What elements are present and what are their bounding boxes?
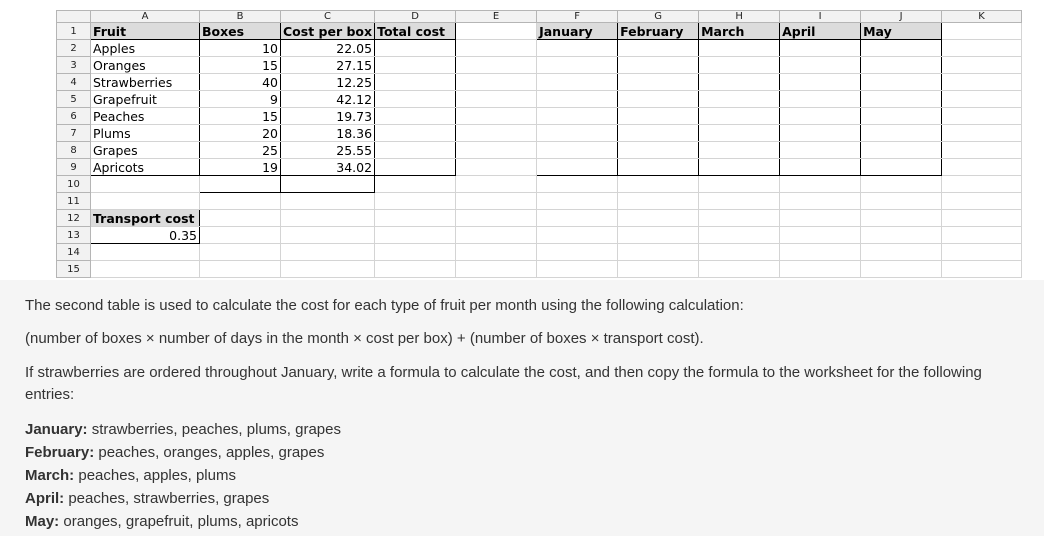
cell-c13[interactable] xyxy=(281,227,375,244)
cell-c15[interactable] xyxy=(281,261,375,278)
cell-e1[interactable] xyxy=(456,23,537,40)
cell-i11[interactable] xyxy=(780,193,861,210)
spreadsheet xyxy=(56,10,1022,278)
cell-i4[interactable] xyxy=(780,74,861,91)
cell-g12[interactable] xyxy=(618,210,699,227)
explanation-text: The second table is used to calculate the cost for each type of fruit per month using the following calculation: xyxy=(25,297,744,314)
cell-e12[interactable] xyxy=(456,210,537,227)
cell-c10[interactable] xyxy=(281,176,375,193)
monthly-entries-list xyxy=(25,418,341,533)
cell-e2[interactable] xyxy=(456,40,537,57)
cell-j8[interactable] xyxy=(861,142,942,159)
cell-b3[interactable]: 15 xyxy=(200,57,281,74)
cell-k6[interactable] xyxy=(942,108,1022,125)
cell-i8[interactable] xyxy=(780,142,861,159)
cell-k2[interactable] xyxy=(942,40,1022,57)
cell-g8[interactable] xyxy=(618,142,699,159)
entry-fruits: oranges, grapefruit, plums, apricots xyxy=(59,513,299,530)
cell-k12[interactable] xyxy=(942,210,1022,227)
cell-e15[interactable] xyxy=(456,261,537,278)
cell-k7[interactable] xyxy=(942,125,1022,142)
cell-i7[interactable] xyxy=(780,125,861,142)
cell-b8[interactable]: 25 xyxy=(200,142,281,159)
cell-k14[interactable] xyxy=(942,244,1022,261)
cell-a4[interactable]: Strawberries xyxy=(91,74,200,91)
row-header[interactable]: 1 xyxy=(57,23,91,40)
cell-j11[interactable] xyxy=(861,193,942,210)
cell-k13[interactable] xyxy=(942,227,1022,244)
column-header-k[interactable]: K xyxy=(942,11,1022,23)
cell-j6[interactable] xyxy=(861,108,942,125)
cell-e6[interactable] xyxy=(456,108,537,125)
cell-d7[interactable] xyxy=(375,125,456,142)
cell-k1[interactable] xyxy=(942,23,1022,40)
cell-c7[interactable]: 18.36 xyxy=(281,125,375,142)
cell-b14[interactable] xyxy=(200,244,281,261)
cell-a10[interactable] xyxy=(91,176,200,193)
cell-j9[interactable] xyxy=(861,159,942,176)
cell-g6[interactable] xyxy=(618,108,699,125)
sheet-row xyxy=(57,261,1022,278)
row-header[interactable]: 8 xyxy=(57,142,91,159)
cell-a13[interactable]: 0.35 xyxy=(91,227,200,244)
cell-k4[interactable] xyxy=(942,74,1022,91)
cell-g9[interactable] xyxy=(618,159,699,176)
row-header[interactable]: 9 xyxy=(57,159,91,176)
column-header-h[interactable]: H xyxy=(699,11,780,23)
sheet-row xyxy=(57,193,1022,210)
cell-e13[interactable] xyxy=(456,227,537,244)
cell-c1[interactable]: Cost per box xyxy=(281,23,375,40)
cell-b1[interactable]: Boxes xyxy=(200,23,281,40)
cell-j10[interactable] xyxy=(861,176,942,193)
cell-a11[interactable] xyxy=(91,193,200,210)
column-header-f[interactable]: F xyxy=(537,11,618,23)
cell-h12[interactable] xyxy=(699,210,780,227)
cell-d13[interactable] xyxy=(375,227,456,244)
cell-j5[interactable] xyxy=(861,91,942,108)
column-header-c[interactable]: C xyxy=(281,11,375,23)
cell-c14[interactable] xyxy=(281,244,375,261)
cell-j1[interactable]: May xyxy=(861,23,942,40)
cell-f2[interactable] xyxy=(537,40,618,57)
cell-a5[interactable]: Grapefruit xyxy=(91,91,200,108)
cell-d2[interactable] xyxy=(375,40,456,57)
cell-d6[interactable] xyxy=(375,108,456,125)
select-all-corner[interactable] xyxy=(57,11,91,23)
entry-fruits: peaches, strawberries, grapes xyxy=(64,490,270,507)
entry-fruits: peaches, oranges, apples, grapes xyxy=(94,444,325,461)
cell-i9[interactable] xyxy=(780,159,861,176)
cell-b15[interactable] xyxy=(200,261,281,278)
sheet-row xyxy=(57,74,1022,91)
cell-c5[interactable]: 42.12 xyxy=(281,91,375,108)
entry-month: April: xyxy=(25,490,65,507)
cell-c8[interactable]: 25.55 xyxy=(281,142,375,159)
cell-a2[interactable]: Apples xyxy=(91,40,200,57)
cell-f5[interactable] xyxy=(537,91,618,108)
cell-a8[interactable]: Grapes xyxy=(91,142,200,159)
cell-d10[interactable] xyxy=(375,176,456,193)
cell-f10[interactable] xyxy=(537,176,618,193)
cell-b13[interactable] xyxy=(200,227,281,244)
cell-j15[interactable] xyxy=(861,261,942,278)
cell-g5[interactable] xyxy=(618,91,699,108)
cell-c4[interactable]: 12.25 xyxy=(281,74,375,91)
cell-a9[interactable]: Apricots xyxy=(91,159,200,176)
cell-i14[interactable] xyxy=(780,244,861,261)
cell-b2[interactable]: 10 xyxy=(200,40,281,57)
row-header[interactable]: 3 xyxy=(57,57,91,74)
sheet-row xyxy=(57,244,1022,261)
sheet-row xyxy=(57,227,1022,244)
cell-f4[interactable] xyxy=(537,74,618,91)
cell-c11[interactable] xyxy=(281,193,375,210)
row-header[interactable]: 5 xyxy=(57,91,91,108)
cell-h4[interactable] xyxy=(699,74,780,91)
cell-a3[interactable]: Oranges xyxy=(91,57,200,74)
row-header[interactable]: 15 xyxy=(57,261,91,278)
sheet-row xyxy=(57,176,1022,193)
cell-k15[interactable] xyxy=(942,261,1022,278)
cell-d4[interactable] xyxy=(375,74,456,91)
cell-i13[interactable] xyxy=(780,227,861,244)
cell-h14[interactable] xyxy=(699,244,780,261)
column-header-j[interactable]: J xyxy=(861,11,942,23)
cell-h15[interactable] xyxy=(699,261,780,278)
cell-h9[interactable] xyxy=(699,159,780,176)
cell-j12[interactable] xyxy=(861,210,942,227)
cell-b12[interactable] xyxy=(200,210,281,227)
sheet-row xyxy=(57,91,1022,108)
entry-month: February: xyxy=(25,444,95,461)
cell-f11[interactable] xyxy=(537,193,618,210)
cell-g1[interactable]: February xyxy=(618,23,699,40)
cell-f9[interactable] xyxy=(537,159,618,176)
column-header-e[interactable]: E xyxy=(456,11,537,23)
cell-g13[interactable] xyxy=(618,227,699,244)
cell-e7[interactable] xyxy=(456,125,537,142)
column-header-d[interactable]: D xyxy=(375,11,456,23)
cell-h6[interactable] xyxy=(699,108,780,125)
cell-e11[interactable] xyxy=(456,193,537,210)
cell-d12[interactable] xyxy=(375,210,456,227)
cell-i1[interactable]: April xyxy=(780,23,861,40)
formula-description: (number of boxes × number of days in the month × cost per box) + (number of boxes × transport cost). xyxy=(25,330,704,347)
row-header[interactable]: 13 xyxy=(57,227,91,244)
cell-g14[interactable] xyxy=(618,244,699,261)
cell-h8[interactable] xyxy=(699,142,780,159)
cell-k5[interactable] xyxy=(942,91,1022,108)
column-header-i[interactable]: I xyxy=(780,11,861,23)
cell-e4[interactable] xyxy=(456,74,537,91)
cell-h7[interactable] xyxy=(699,125,780,142)
cell-f6[interactable] xyxy=(537,108,618,125)
cell-j3[interactable] xyxy=(861,57,942,74)
cell-k11[interactable] xyxy=(942,193,1022,210)
cell-d11[interactable] xyxy=(375,193,456,210)
sheet-row xyxy=(57,40,1022,57)
sheet-row xyxy=(57,210,1022,227)
row-header[interactable]: 2 xyxy=(57,40,91,57)
cell-b11[interactable] xyxy=(200,193,281,210)
entry-april xyxy=(25,487,341,510)
cell-i3[interactable] xyxy=(780,57,861,74)
cell-e9[interactable] xyxy=(456,159,537,176)
cell-a14[interactable] xyxy=(91,244,200,261)
cell-g15[interactable] xyxy=(618,261,699,278)
cell-i10[interactable] xyxy=(780,176,861,193)
cell-b6[interactable]: 15 xyxy=(200,108,281,125)
cell-j13[interactable] xyxy=(861,227,942,244)
cell-a1[interactable]: Fruit xyxy=(91,23,200,40)
cell-c2[interactable]: 22.05 xyxy=(281,40,375,57)
sheet-row xyxy=(57,23,1022,40)
entry-month: May: xyxy=(25,513,60,530)
cell-b5[interactable]: 9 xyxy=(200,91,281,108)
cell-h11[interactable] xyxy=(699,193,780,210)
cell-i5[interactable] xyxy=(780,91,861,108)
cell-f15[interactable] xyxy=(537,261,618,278)
cell-j2[interactable] xyxy=(861,40,942,57)
cell-c3[interactable]: 27.15 xyxy=(281,57,375,74)
cell-i2[interactable] xyxy=(780,40,861,57)
cell-g4[interactable] xyxy=(618,74,699,91)
cell-c12[interactable] xyxy=(281,210,375,227)
entry-january xyxy=(25,418,341,441)
cell-d9[interactable] xyxy=(375,159,456,176)
sheet-row xyxy=(57,142,1022,159)
sheet-row xyxy=(57,159,1022,176)
cell-b4[interactable]: 40 xyxy=(200,74,281,91)
cell-k8[interactable] xyxy=(942,142,1022,159)
cell-d5[interactable] xyxy=(375,91,456,108)
cell-f14[interactable] xyxy=(537,244,618,261)
column-header-a[interactable]: A xyxy=(91,11,200,23)
cell-k10[interactable] xyxy=(942,176,1022,193)
cell-c9[interactable]: 34.02 xyxy=(281,159,375,176)
entry-month: March: xyxy=(25,467,75,484)
cell-f3[interactable] xyxy=(537,57,618,74)
cell-i15[interactable] xyxy=(780,261,861,278)
row-header[interactable]: 10 xyxy=(57,176,91,193)
sheet-row xyxy=(57,108,1022,125)
cell-g11[interactable] xyxy=(618,193,699,210)
cell-b7[interactable]: 20 xyxy=(200,125,281,142)
cell-f13[interactable] xyxy=(537,227,618,244)
cell-d14[interactable] xyxy=(375,244,456,261)
cell-h2[interactable] xyxy=(699,40,780,57)
cell-a12[interactable]: Transport cost xyxy=(91,210,200,227)
cell-i12[interactable] xyxy=(780,210,861,227)
cell-h10[interactable] xyxy=(699,176,780,193)
cell-h1[interactable]: March xyxy=(699,23,780,40)
row-header[interactable]: 4 xyxy=(57,74,91,91)
sheet-row xyxy=(57,125,1022,142)
cell-b9[interactable]: 19 xyxy=(200,159,281,176)
cell-e8[interactable] xyxy=(456,142,537,159)
cell-h13[interactable] xyxy=(699,227,780,244)
row-header[interactable]: 14 xyxy=(57,244,91,261)
sheet-row xyxy=(57,57,1022,74)
cell-j7[interactable] xyxy=(861,125,942,142)
cell-d15[interactable] xyxy=(375,261,456,278)
cell-i6[interactable] xyxy=(780,108,861,125)
entry-fruits: strawberries, peaches, plums, grapes xyxy=(87,421,341,438)
cell-f12[interactable] xyxy=(537,210,618,227)
cell-k9[interactable] xyxy=(942,159,1022,176)
cell-g3[interactable] xyxy=(618,57,699,74)
cell-j4[interactable] xyxy=(861,74,942,91)
cell-d8[interactable] xyxy=(375,142,456,159)
cell-g2[interactable] xyxy=(618,40,699,57)
column-header-row xyxy=(57,11,1022,23)
cell-f7[interactable] xyxy=(537,125,618,142)
entry-february xyxy=(25,441,341,464)
row-header[interactable]: 7 xyxy=(57,125,91,142)
cell-h5[interactable] xyxy=(699,91,780,108)
cell-g10[interactable] xyxy=(618,176,699,193)
cell-e10[interactable] xyxy=(456,176,537,193)
cell-e14[interactable] xyxy=(456,244,537,261)
entry-fruits: peaches, apples, plums xyxy=(74,467,236,484)
cell-g7[interactable] xyxy=(618,125,699,142)
cell-a15[interactable] xyxy=(91,261,200,278)
entry-month: January: xyxy=(25,421,88,438)
cell-d3[interactable] xyxy=(375,57,456,74)
cell-f1[interactable]: January xyxy=(537,23,618,40)
cell-d1[interactable]: Total cost xyxy=(375,23,456,40)
entry-may xyxy=(25,510,341,533)
entry-march xyxy=(25,464,341,487)
cell-a7[interactable]: Plums xyxy=(91,125,200,142)
cell-c6[interactable]: 19.73 xyxy=(281,108,375,125)
cell-h3[interactable] xyxy=(699,57,780,74)
row-header[interactable]: 12 xyxy=(57,210,91,227)
cell-f8[interactable] xyxy=(537,142,618,159)
cell-b10[interactable] xyxy=(200,176,281,193)
cell-e5[interactable] xyxy=(456,91,537,108)
row-header[interactable]: 11 xyxy=(57,193,91,210)
cell-a6[interactable]: Peaches xyxy=(91,108,200,125)
cell-j14[interactable] xyxy=(861,244,942,261)
task-instruction: If strawberries are ordered throughout January, write a formula to calculate the cost, and then copy the formula to the worksheet for the following entries: xyxy=(25,364,982,403)
cell-k3[interactable] xyxy=(942,57,1022,74)
cell-e3[interactable] xyxy=(456,57,537,74)
column-header-b[interactable]: B xyxy=(200,11,281,23)
row-header[interactable]: 6 xyxy=(57,108,91,125)
column-header-g[interactable]: G xyxy=(618,11,699,23)
